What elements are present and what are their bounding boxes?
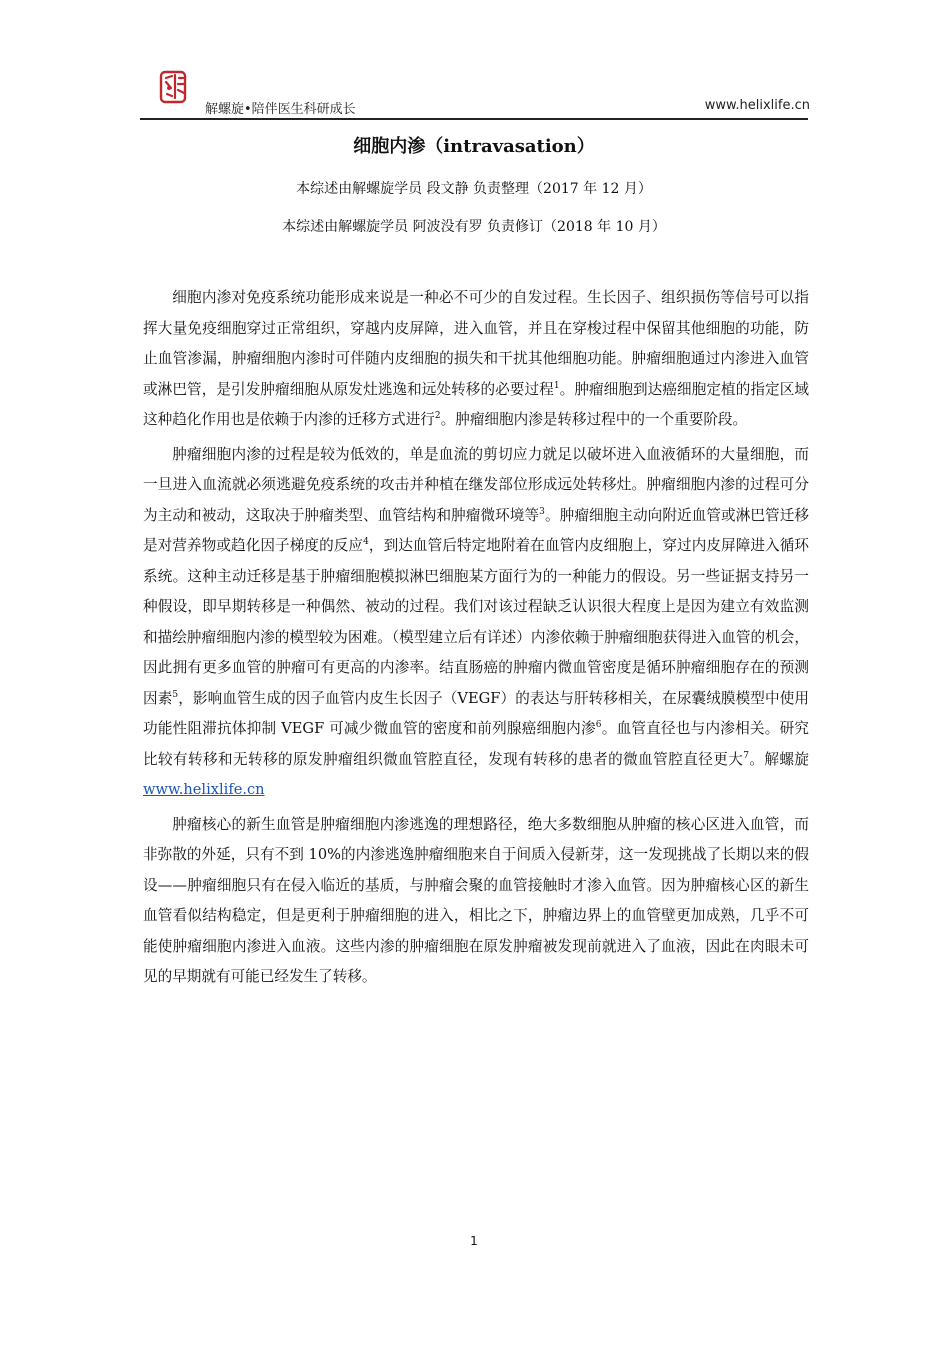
paragraph-text: 细胞内渗对免疫系统功能形成来说是一种必不可少的自发过程。生长因子、组织损伤等信号可以指挥大量免疫细胞穿过正常组织，穿越内皮屏障，进入血管，并且在穿梭过程中保留其他细胞的功能，防止血管渗漏，肿瘤细胞内渗时可伴随内皮细胞的损失和干扰其他细胞功能。肿瘤细胞通过内渗进入血管或淋巴管，是引发肿瘤细胞从原发灶逃逸和远处转移的必要过程 [143, 289, 809, 398]
header-tagline: 解螺旋•陪伴医生科研成长 [205, 102, 356, 117]
paragraph-text: 肿瘤细胞内渗的过程是较为低效的，单是血流的剪切应力就足以破坏进入血液循环的大量细胞，而一旦进入血流就必须逃避免疫系统的攻击并种植在继发部位形成远处转移灶。肿瘤细胞内渗的过程可分为主动和被动，这取决于肿瘤类型、血管结构和肿瘤微环境等 [143, 445, 809, 524]
paragraph-text: 。肿瘤细胞内渗是转移过程中的一个重要阶段。 [440, 411, 748, 428]
paragraph [143, 810, 809, 993]
document-title: 细胞内渗（intravasation） [353, 136, 595, 157]
article-body [143, 283, 809, 993]
page-number: 1 [470, 1234, 478, 1248]
citation-reference: 5 [172, 689, 179, 700]
reviser-credit: 本综述由解螺旋学员 阿波没有罗 负责修订（2018 年 10 月） [282, 219, 666, 235]
paragraph [143, 440, 809, 806]
citation-reference: 3 [539, 506, 545, 517]
citation-reference: 1 [553, 380, 560, 391]
paragraph-text: 肿瘤核心的新生血管是肿瘤细胞内渗逃逸的理想路径，绝大多数细胞从肿瘤的核心区进入血管，而非弥散的外延，只有不到 10%的内渗逃逸肿瘤细胞来自于间质入侵新芽，这一发现挑战了长期以来的假设——肿瘤细胞只有在侵入临近的基质，与肿瘤会聚的血管接触时才渗入血管。因为肿瘤核心区的新生血管看似结构稳定，但是更利于肿瘤细胞的进入，相比之下，肿瘤边界上的血管壁更加成熟，几乎不可能使肿瘤细胞内渗进入血液。这些内渗的肿瘤细胞在原发肿瘤被发现前就进入了血液，因此在肉眼未可见的早期就有可能已经发生了转移。 [143, 815, 809, 985]
helixlife-seal-icon [158, 66, 188, 106]
paragraph-text: 。肿瘤细胞到达癌细胞定植的指定区域这种趋化作用也是依赖于内渗的迁移方式进行 [143, 380, 809, 428]
paragraph-text: 。血管直径也与内渗相关。研究比较有转移和无转移的原发肿瘤组织微血管腔直径，发现有转移的患者的微血管腔直径更大 [143, 720, 809, 768]
citation-reference: 2 [434, 411, 441, 422]
compiler-credit: 本综述由解螺旋学员 段文静 负责整理（2017 年 12 月） [296, 181, 652, 197]
paragraph [143, 283, 809, 436]
paragraph-text: 。解螺旋 [748, 750, 809, 768]
citation-reference: 6 [595, 720, 602, 731]
header-website[interactable]: www.helixlife.cn [704, 98, 810, 113]
citation-reference: 4 [363, 537, 369, 548]
header-divider [140, 118, 808, 120]
citation-reference: 7 [743, 750, 749, 761]
paragraph-text: 。肿瘤细胞主动向附近血管或淋巴管迁移是对营养物或趋化因子梯度的反应 [143, 506, 809, 554]
website-link[interactable]: www.helixlife.cn [143, 781, 265, 798]
paragraph-text: ，到达血管后特定地附着在血管内皮细胞上，穿过内皮屏障进入循环系统。这种主动迁移是基于肿瘤细胞模拟淋巴细胞某方面行为的一种能力的假设。另一些证据支持另一种假设，即早期转移是一种偶然、被动的过程。我们对该过程缺乏认识很大程度上是因为建立有效监测和描绘肿瘤细胞内渗的模型较为困难。（模型建立后有详述）内渗依赖于肿瘤细胞获得进入血管的机会，因此拥有更多血管的肿瘤可有更高的内渗率。结直肠癌的肿瘤内微血管密度是循环肿瘤细胞存在的预测因素 [143, 537, 809, 707]
paragraph-text: ，影响血管生成的因子血管内皮生长因子（VEGF）的表达与肝转移相关，在尿囊绒膜模型中使用功能性阻滞抗体抑制 VEGF 可减少微血管的密度和前列腺癌细胞内渗 [143, 689, 809, 737]
